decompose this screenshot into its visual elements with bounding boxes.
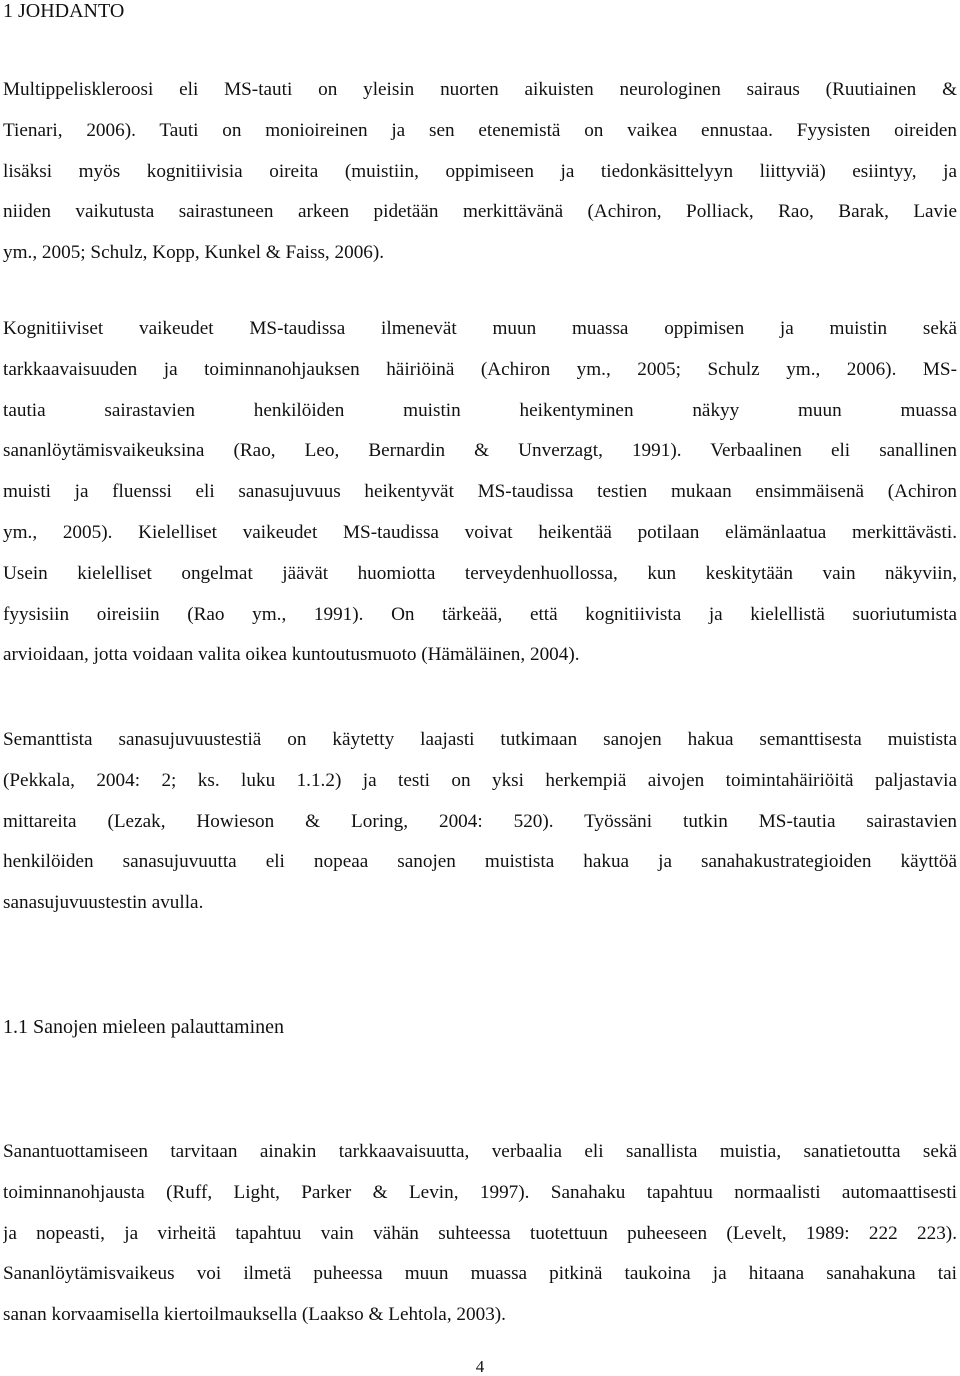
text-line: fyysisiin oireisiin (Rao ym., 1991). On tärkeää, että kognitiivista ja kielellistä suoriutumista <box>3 603 957 625</box>
paragraph-semantic-fluency <box>3 720 957 924</box>
text-line: niiden vaikutusta sairastuneen arkeen pidetään merkittävänä (Achiron, Polliack, Rao, Barak, Lavie <box>3 201 957 223</box>
text-line: tautia sairastavien henkilöiden muistin heikentyminen näkyy muun muassa <box>3 399 957 421</box>
text-line: henkilöiden sanasujuvuutta eli nopeaa sanojen muistista hakua ja sanahakustrategioiden käyttöä <box>3 851 957 873</box>
text-line: mittareita (Lezak, Howieson & Loring, 2004: 520). Työssäni tutkin MS-tautia sairastavien <box>3 810 957 832</box>
text-line: muisti ja fluenssi eli sanasujuvuus heikentyvät MS-taudissa testien mukaan ensimmäisenä (Achiron <box>3 481 957 503</box>
paragraph-word-retrieval <box>3 1132 957 1336</box>
text-line: Sanantuottamiseen tarvitaan ainakin tarkkaavaisuutta, verbaalia eli sanallista muistia, sanatietoutta sekä <box>3 1141 957 1162</box>
paragraph-intro <box>3 70 957 274</box>
text-line: Usein kielelliset ongelmat jäävät huomiotta terveydenhuollossa, kun keskitytään vain näkyviin, <box>3 562 957 584</box>
text-line: Semanttista sanasujuvuustestiä on käytetty laajasti tutkimaan sanojen hakua semanttisesta muistista <box>3 729 957 750</box>
text-line: arvioidaan, jotta voidaan valita oikea kuntoutusmuoto (Hämäläinen, 2004). <box>3 644 580 666</box>
text-line: Tienari, 2006). Tauti on monioireinen ja sen etenemistä on vaikea ennustaa. Fyysisten oireiden <box>3 119 957 141</box>
text-line: sananlöytämisvaikeuksina (Rao, Leo, Bernardin & Unverzagt, 1991). Verbaalinen eli sanallinen <box>3 440 957 462</box>
text-line: sanan korvaamisella kiertoilmauksella (Laakso & Lehtola, 2003). <box>3 1304 506 1326</box>
paragraph-cognitive <box>3 309 957 676</box>
text-line: tarkkaavaisuuden ja toiminnanohjauksen häiriöinä (Achiron ym., 2005; Schulz ym., 2006). MS- <box>3 358 957 380</box>
section-heading: 1 JOHDANTO <box>3 0 125 22</box>
text-line: sanasujuvuustestin avulla. <box>3 892 204 914</box>
subsection-heading: 1.1 Sanojen mieleen palauttaminen <box>3 1016 285 1038</box>
text-line: ym., 2005; Schulz, Kopp, Kunkel & Faiss, 2006). <box>3 242 385 264</box>
text-line: Multippeliskleroosi eli MS-tauti on yleisin nuorten aikuisten neurologinen sairaus (Ruutiainen & <box>3 79 957 100</box>
page-number: 4 <box>475 1357 485 1376</box>
text-line: Sananlöytämisvaikeus voi ilmetä puheessa muun muassa pitkinä taukoina ja hitaana sanahakuna tai <box>3 1263 957 1285</box>
text-line: lisäksi myös kognitiivisia oireita (muistiin, oppimiseen ja tiedonkäsittelyyn liittyviä) esiintyy, ja <box>3 160 957 182</box>
text-line: (Pekkala, 2004: 2; ks. luku 1.1.2) ja testi on yksi herkempiä aivojen toimintahäiriöitä paljastavia <box>3 769 957 791</box>
text-line: ja nopeasti, ja virheitä tapahtuu vain vähän suhteessa tuotettuun puheeseen (Levelt, 1989: 222 223). <box>3 1222 957 1244</box>
text-line: Kognitiiviset vaikeudet MS-taudissa ilmenevät muun muassa oppimisen ja muistin sekä <box>3 318 957 339</box>
text-line: ym., 2005). Kielelliset vaikeudet MS-taudissa voivat heikentää potilaan elämänlaatua merkittävästi. <box>3 521 957 543</box>
text-line: toiminnanohjausta (Ruff, Light, Parker & Levin, 1997). Sanahaku tapahtuu normaalisti automaattisesti <box>3 1181 957 1203</box>
